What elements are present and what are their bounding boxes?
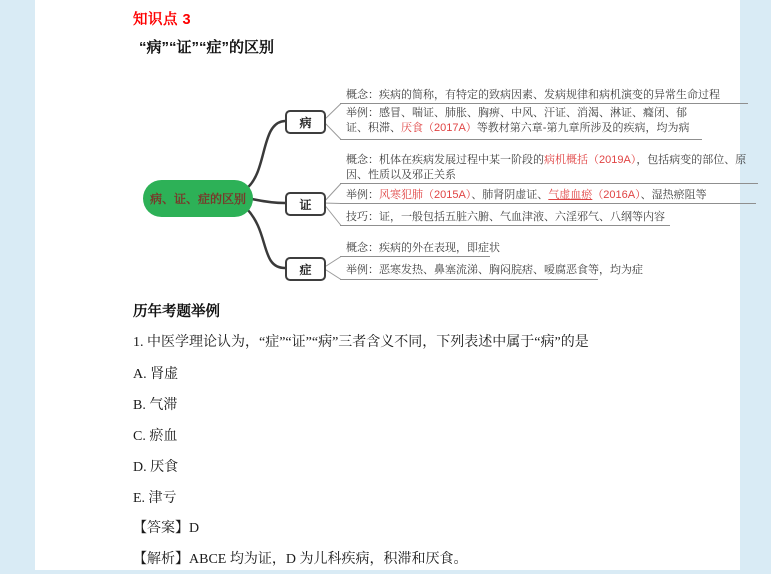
- zheng-example-text: 举例：: [346, 189, 379, 201]
- zheng-example-highlight-3: （2016A）: [592, 189, 641, 201]
- option-a: A. 肾虚: [133, 367, 179, 382]
- mindmap-node-zhengzhuang: 症: [285, 257, 326, 281]
- analysis-line: 【解析】ABCE 均为证，D 为儿科疾病，积滞和厌食。: [133, 552, 468, 567]
- mindmap-root-node: 病、证、症的区别: [143, 180, 253, 217]
- zheng-example-highlight-1: 风寒犯肺（2015A）: [379, 189, 472, 201]
- mindmap-node-zheng: 证: [285, 192, 326, 216]
- zheng-concept-text-tail: ，包括病变的部位、原因、性质以及邪正关系: [346, 154, 747, 181]
- question-stem: 1. 中医学理论认为，“症”“证”“病”三者含义不同，下列表述中属于“病”的是: [133, 335, 589, 350]
- bing-concept-text: 概念：疾病的简称，有特定的致病因素、发病规律和病机演变的异常生命过程: [346, 89, 720, 101]
- exam-section-heading: 历年考题举例: [133, 304, 220, 320]
- option-d: D. 厌食: [133, 460, 179, 475]
- option-b: B. 气滞: [133, 398, 178, 413]
- zheng-example-text-tail: 、湿热瘀阻等: [640, 189, 707, 201]
- bing-example-row: [340, 106, 702, 140]
- answer-line: 【答案】D: [133, 521, 200, 536]
- zheng-example-text-mid: 、肺肾阴虚证、: [471, 189, 549, 201]
- mindmap-node-bing: 病: [285, 110, 326, 134]
- option-e: E. 津亏: [133, 491, 177, 506]
- zhengzhuang-example-row: [340, 263, 643, 280]
- zheng-tip-text: 技巧：证，一般包括五脏六腑、气血津液、六淫邪气、八纲等内容: [346, 211, 665, 223]
- zheng-concept-text: 概念：机体在疾病发展过程中某一阶段的: [346, 154, 544, 166]
- zheng-concept-row: [340, 153, 758, 184]
- document-page: [35, 0, 740, 570]
- zhengzhuang-example-text: 举例：恶寒发热、鼻塞流涕、胸闷脘痞、嗳腐恶食等，均为症: [346, 264, 643, 276]
- bing-example-text-tail: 等教材第六章-第九章所涉及的疾病，均为病: [476, 121, 690, 134]
- page-title: “病”“证”“症”的区别: [139, 39, 275, 56]
- zhengzhuang-concept-text: 概念：疾病的外在表现，即症状: [346, 242, 500, 254]
- zheng-concept-highlight: 病机概括（2019A）: [544, 154, 637, 166]
- zhengzhuang-concept-row: [340, 241, 500, 257]
- knowledge-point-heading: 知识点 3: [133, 12, 192, 28]
- zheng-example-row: [340, 188, 756, 204]
- zheng-example-highlight-2: 气虚血瘀: [548, 189, 593, 201]
- option-c: C. 瘀血: [133, 429, 178, 444]
- bing-concept-row: [340, 88, 748, 104]
- zheng-tip-row: [340, 210, 670, 226]
- bing-example-text: 举例：感冒、喘证、肺胀、胸痹、中风、汗证、消渴、淋证、癃闭、郁证、积滞、: [346, 107, 687, 134]
- bing-example-highlight: 厌食（2017A）: [401, 121, 477, 134]
